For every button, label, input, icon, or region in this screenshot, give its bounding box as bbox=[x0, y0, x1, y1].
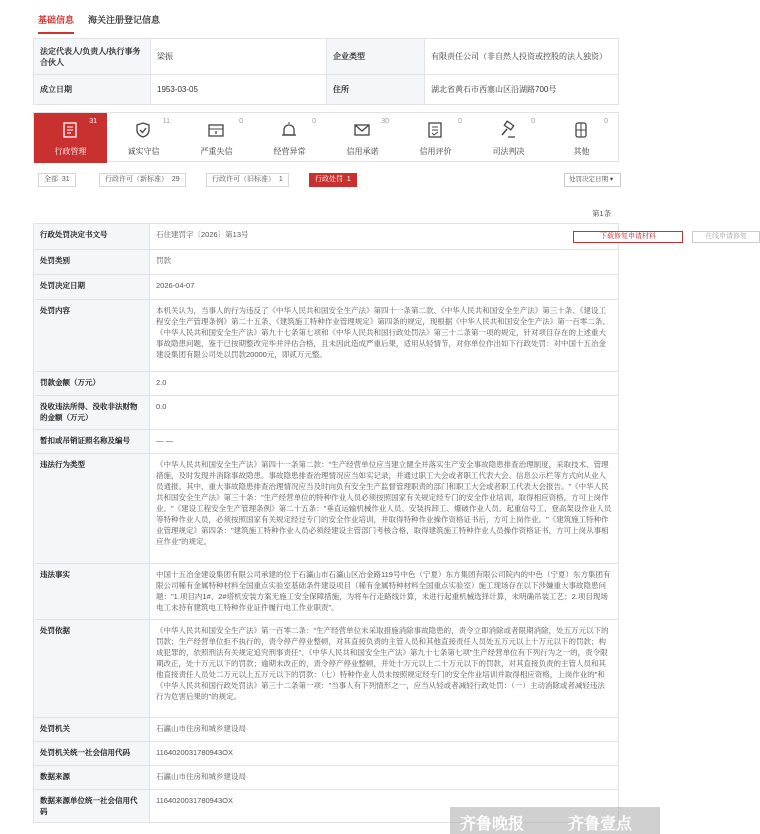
detail-label: 处罚依据 bbox=[34, 620, 150, 718]
detail-label: 行政处罚决定书文号 bbox=[34, 224, 150, 250]
detail-value: 《中华人民共和国安全生产法》第一百零二条："生产经营单位未采取措施消除事故隐患的，责令立即消除或者限期消除，处五万元以下的罚款；生产经营单位拒不执行的，责令停产停业整顿，对其直接负责的主管人员和其他直接责任人员处五万元以上十万元以下的罚款；构成犯罪的，依照刑法有关规定追究刑事责任"、《中华人民共和国安全生产法》第九十七条第七项"生产经营单位有下列行为之一的，责令限期改正，处十万元以下的罚款；逾期未改正的，责令停产停业整顿，并处十万元以上二十万元以下的罚款，对其直接负责的主管人员和其他直接责任人员处二万元以上五万元以下的罚款：（七）特种作业人员未按照规定经专门的安全作业培训并取得相应资格，上岗作业的"和《中华人民共和国行政处罚法》第三十二条第一项："当事人有下列情形之一，应当从轻或者减轻行政处罚：（一）主动消除或者减轻违法行为危害后果的"的规定。 bbox=[150, 620, 619, 718]
detail-value: 石瀛山市住房和城乡建设局 bbox=[150, 766, 619, 790]
detail-value: 《中华人民共和国安全生产法》第四十一条第二款："生产经营单位应当建立健全并落实生产安全事故隐患排查治理制度，采取技术、管理措施，及时发现并消除事故隐患。事故隐患排查治理情况应当如实记录，并通过职工大会或者职工代表大会、信息公示栏等方式向从业人员通报。其中，重大事故隐患排查治理情况应当及时向负有安全生产监督管理职责的部门和职工大会或者职工代表大会报告。"《中华人民共和国安全生产法》第三十条："生产经营单位的特种作业人员必须按照国家有关规定经专门的安全作业培训，取得相应资格，方可上岗作业。"《建设工程安全生产管理条例》第二十五条："垂直运输机械作业人员、安装拆卸工、爆破作业人员、起重信号工、登高架设作业人员等特种作业人员，必须按照国家有关规定经过专门的安全作业培训，并取得特种作业操作资格证书后，方可上岗作业。"《建筑施工特种作业管理规定》第四条："建筑施工特种作业人员必须经建设主管部门考核合格，取得建筑施工特种作业人员操作资格证书，方可上岗从事相应作业"的规定。 bbox=[150, 454, 619, 564]
filter-all[interactable] bbox=[38, 173, 76, 187]
detail-value: 2026-04-07 bbox=[150, 275, 619, 300]
category-count: 0 bbox=[604, 118, 608, 125]
penalty-doc-number: 石住建罚字〔2026〕第13号 bbox=[156, 230, 249, 239]
warning-box-icon bbox=[207, 121, 225, 139]
category-credit-evaluation[interactable] bbox=[399, 113, 472, 163]
category-label: 诚实守信 bbox=[127, 147, 160, 156]
alert-bell-icon bbox=[280, 121, 298, 139]
download-repair-materials-button[interactable]: 下载修复申请材料 bbox=[573, 231, 683, 243]
category-count: 0 bbox=[239, 118, 243, 125]
legal-rep-value: 梁振 bbox=[151, 39, 327, 75]
detail-label: 处罚机关统一社会信用代码 bbox=[34, 742, 150, 766]
category-credit-commitment[interactable] bbox=[326, 113, 399, 163]
detail-label: 暂扣或吊销证照名称及编号 bbox=[34, 430, 150, 454]
evaluation-icon bbox=[426, 121, 444, 139]
chevron-down-icon: ▾ bbox=[609, 176, 614, 183]
category-label: 司法判决 bbox=[492, 147, 525, 156]
category-tab-bar bbox=[33, 112, 619, 162]
envelope-icon bbox=[353, 121, 371, 139]
category-serious-dishonesty[interactable] bbox=[180, 113, 253, 163]
filter-label: 行政许可（旧标准） bbox=[212, 176, 275, 183]
category-count: 11 bbox=[162, 118, 170, 125]
sort-label: 处罚决定日期 bbox=[569, 176, 608, 183]
filter-count: 29 bbox=[171, 176, 180, 183]
filter-admin-penalty[interactable] bbox=[309, 173, 357, 187]
watermark-left: 齐鲁晚报 bbox=[460, 814, 525, 833]
detail-label: 处罚类别 bbox=[34, 250, 150, 275]
address-value: 湖北省黄石市西塞山区沿湖路700号 bbox=[425, 75, 619, 105]
detail-label: 没收违法所得、没收非法财物的金额（万元） bbox=[34, 396, 150, 430]
category-count: 30 bbox=[381, 118, 389, 125]
detail-label: 数据来源 bbox=[34, 766, 150, 790]
category-count: 0 bbox=[458, 118, 462, 125]
category-other[interactable] bbox=[545, 113, 618, 163]
category-label: 经营异常 bbox=[273, 147, 306, 156]
detail-value: 本机关认为，当事人的行为违反了《中华人民共和国安全生产法》第四十一条第二款、《中华人民共和国安全生产法》第三十条、《建设工程安全生产管理条例》第二十五条、《建筑施工特种作业管理规定》第四条的规定，现根据《中华人民共和国安全生产法》第一百零二条、《中华人民共和国安全生产法》第九十七条第七项和《中华人民共和国行政处罚法》第三十二条第一项的规定，针对项目存在的上述重大事故隐患问题，鉴于已按期整改完毕并评估合格，且未因此造成严重后果，适用从轻情节，对你单位作出如下行政处罚：对中国十五冶金建设集团有限公司处以罚款20000元，即贰万元整。 bbox=[150, 300, 619, 372]
founded-date-value: 1953-03-05 bbox=[151, 75, 327, 105]
shield-check-icon bbox=[134, 121, 152, 139]
detail-label: 违法行为类型 bbox=[34, 454, 150, 564]
company-type-value: 有限责任公司（非自然人投资或控股的法人独资） bbox=[425, 39, 619, 75]
legal-rep-label: 法定代表人/负责人/执行事务合伙人 bbox=[34, 39, 151, 75]
detail-label: 处罚内容 bbox=[34, 300, 150, 372]
filter-label: 全部 bbox=[44, 176, 58, 183]
category-count: 0 bbox=[531, 118, 535, 125]
category-admin[interactable] bbox=[34, 113, 107, 163]
detail-value: — — bbox=[150, 430, 619, 454]
tab-customs-registration[interactable]: 海关注册登记信息 bbox=[88, 15, 161, 25]
detail-value: 1164020031780943OX bbox=[150, 790, 619, 823]
detail-label: 处罚机关 bbox=[34, 718, 150, 742]
watermark-right: 齐鲁壹点 bbox=[568, 816, 633, 833]
detail-value: 罚款 bbox=[150, 250, 619, 275]
filter-count: 31 bbox=[61, 176, 70, 183]
category-label: 严重失信 bbox=[200, 147, 233, 156]
filter-license-old[interactable] bbox=[206, 173, 289, 187]
filter-count: 1 bbox=[278, 176, 283, 183]
gavel-icon bbox=[499, 121, 517, 139]
filter-count: 1 bbox=[346, 176, 351, 183]
news-watermark bbox=[450, 807, 660, 834]
company-type-label: 企业类型 bbox=[327, 39, 425, 75]
result-count: 第1条 bbox=[592, 209, 612, 218]
tab-basic-info[interactable]: 基础信息 bbox=[38, 13, 74, 34]
address-label: 住所 bbox=[327, 75, 425, 105]
online-repair-button[interactable]: 在线申请修复 bbox=[692, 231, 760, 243]
category-label: 信用承诺 bbox=[346, 147, 379, 156]
founded-date-label: 成立日期 bbox=[34, 75, 151, 105]
category-judicial-ruling[interactable] bbox=[472, 113, 545, 163]
detail-value: 1164020031780943OX bbox=[150, 742, 619, 766]
detail-label: 处罚决定日期 bbox=[34, 275, 150, 300]
category-label: 其他 bbox=[573, 147, 590, 156]
category-label: 信用评价 bbox=[419, 147, 452, 156]
admin-document-icon bbox=[61, 121, 79, 139]
detail-value: 石瀛山市住房和城乡建设局 bbox=[150, 718, 619, 742]
top-tab-bar bbox=[0, 0, 660, 30]
sort-dropdown[interactable] bbox=[564, 173, 621, 187]
detail-value: 中国十五冶金建设集团有限公司承建的位于石瀛山市石瀛山区冶金路119号中色（宁夏）东方集团有限公司院内的中色（宁夏）东方集团有限公司稀有金属特种材料全国重点实验室基础条件建设项目（稀有金属特种材料全国重点实验室）施工现场存在以下涉嫌重大事故隐患问题："1.项目内1#、2#塔机安装方案无施工安全保障措施，为将车行走路线计算，未进行起重机械选择计算，未明确吊装工艺；2.项目现场电工未持有建筑电工特种作业证件履行电工作业职责"。 bbox=[150, 564, 619, 620]
filter-license-new[interactable] bbox=[99, 173, 186, 187]
penalty-detail-table bbox=[33, 223, 747, 823]
category-label: 行政管理 bbox=[54, 147, 87, 156]
filter-label: 行政处罚 bbox=[315, 176, 343, 183]
category-count: 0 bbox=[312, 118, 316, 125]
detail-value: 2.0 bbox=[150, 372, 619, 396]
grid-other-icon bbox=[572, 121, 590, 139]
category-abnormal-operation[interactable] bbox=[253, 113, 326, 163]
filter-label: 行政许可（新标准） bbox=[105, 176, 168, 183]
detail-label: 罚款金额（万元） bbox=[34, 372, 150, 396]
detail-label: 违法事实 bbox=[34, 564, 150, 620]
company-info-table bbox=[33, 38, 619, 105]
filter-bar bbox=[0, 173, 660, 189]
category-count: 31 bbox=[89, 118, 97, 125]
detail-value: 0.0 bbox=[150, 396, 619, 430]
detail-label: 数据来源单位统一社会信用代码 bbox=[34, 790, 150, 823]
category-honesty[interactable] bbox=[107, 113, 180, 163]
